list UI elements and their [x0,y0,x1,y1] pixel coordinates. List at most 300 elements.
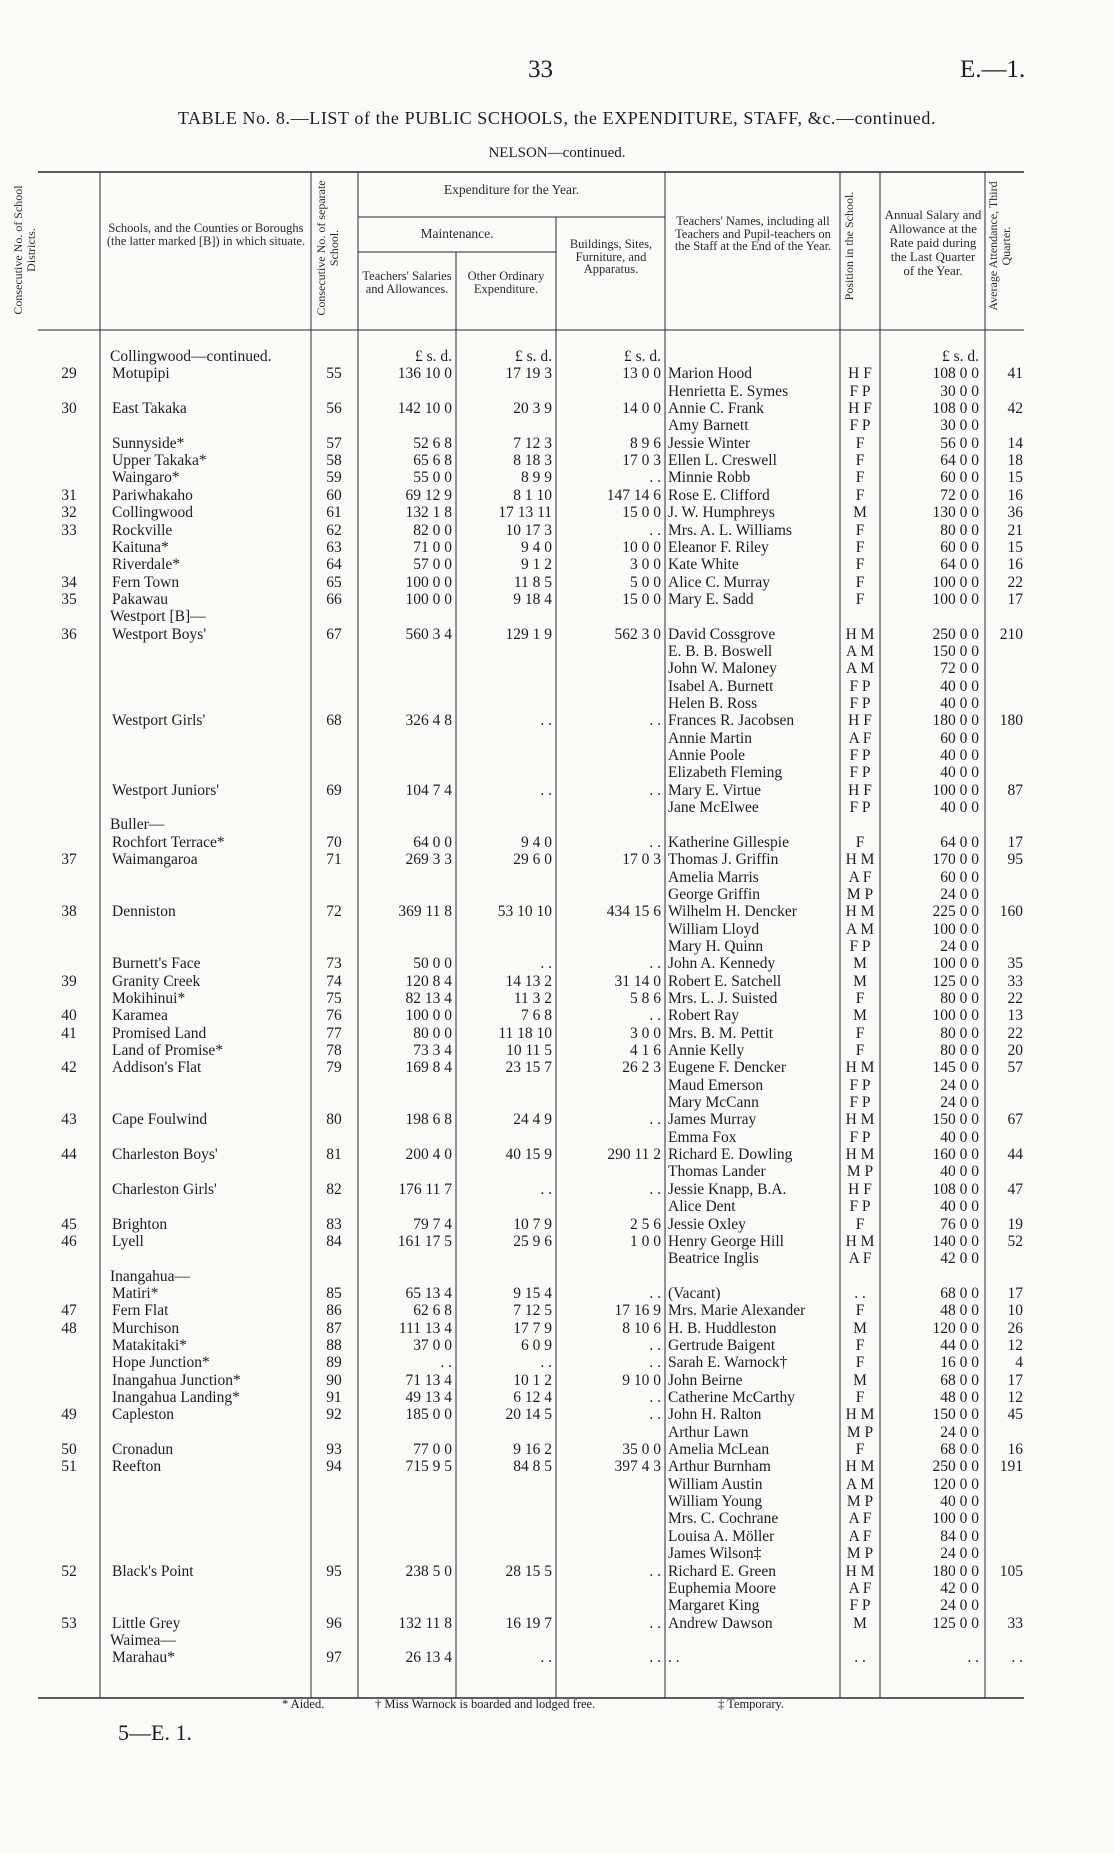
cell-position: A F [848,1250,872,1268]
cell-attendance: 14 [1007,434,1023,452]
cell-other-exp: 6 0 9 [521,1336,552,1354]
cell-other-exp: 25 9 6 [513,1232,552,1250]
cell-position: F P [849,677,871,695]
cell-attendance: 15 [1007,538,1023,556]
cell-teacher-name: Mrs. C. Cochrane [668,1510,779,1528]
cell-teacher-name: James Wilson‡ [668,1545,762,1563]
cell-other-exp: 11 8 5 [513,573,552,591]
cell-salaries: 77 0 0 [413,1441,452,1459]
cell-position: H F [848,365,872,383]
cell-salaries: 52 6 8 [413,434,452,452]
cell-salary: 120 0 0 [932,1319,979,1337]
cell-other-exp: 14 13 2 [505,972,552,990]
cell-district-no: 31 [61,486,77,504]
cell-attendance: 105 [999,1562,1023,1580]
cell-school-no: 89 [326,1354,342,1372]
cell-other-exp: 40 15 9 [505,1146,552,1164]
cell-attendance: 16 [1007,486,1023,504]
cell-salaries: 57 0 0 [413,556,452,574]
cell-salary: 100 0 0 [932,573,979,591]
cell-salary: 150 0 0 [932,1406,979,1424]
cell-attendance: . . [1011,1649,1023,1667]
cell-teacher-name: Ellen L. Creswell [668,452,777,470]
cell-teacher-name: Mary E. Sadd [668,590,754,608]
cell-salary: 16 0 0 [940,1354,979,1372]
cell-teacher-name: Frances R. Jacobsen [668,712,795,730]
cell-other-exp: 84 8 5 [513,1458,552,1476]
header-district-no: Consecutive No. of School Districts. [11,185,38,315]
cell-salaries: . . [440,1354,452,1372]
cell-position: . . [854,1649,866,1667]
cell-salary: 80 0 0 [940,989,979,1007]
cell-school-no: 61 [326,504,342,522]
cell-school-name: Inangahua Landing* [112,1389,240,1406]
cell-attendance: 42 [1007,400,1023,418]
cell-attendance: 13 [1007,1007,1023,1025]
cell-position: F [855,556,865,574]
cell-teacher-name: William Young [668,1493,763,1511]
cell-district-no: 53 [61,1614,77,1632]
cell-other-exp: . . [540,1180,552,1198]
cell-salary: 40 0 0 [940,1163,979,1181]
cell-school-no: 68 [326,712,342,730]
cell-buildings: . . [649,1111,661,1129]
cell-teacher-name: Elizabeth Fleming [668,764,783,782]
cell-salary: 120 0 0 [932,1475,979,1493]
cell-district-no: 39 [61,972,77,990]
cell-salaries: 62 6 8 [413,1302,452,1320]
cell-salary: 170 0 0 [932,851,979,869]
cell-teacher-name: Jessie Oxley [668,1215,746,1233]
cell-school-no: 91 [326,1389,342,1406]
cell-teacher-name: E. B. B. Boswell [668,642,773,660]
cell-attendance: 95 [1007,851,1023,869]
cell-buildings: . . [649,521,661,539]
cell-salary: 108 0 0 [932,400,979,418]
cell-position: F [855,1389,865,1406]
cell-salaries: 120 8 4 [405,972,452,990]
cell-teacher-name: Richard E. Green [668,1562,777,1580]
cell-buildings: 14 0 0 [622,400,661,418]
cell-teacher-name: Isabel A. Burnett [668,677,774,695]
cell-school-name: Riverdale* [112,556,181,574]
cell-salaries: 71 13 4 [405,1371,452,1389]
cell-district-no: 50 [61,1441,77,1459]
cell-teacher-name: . . [668,1649,680,1667]
header-salaries: Teachers' Salaries and Allowances. [362,269,452,296]
cell-other-exp: 53 10 10 [497,903,552,921]
cell-salary: 130 0 0 [932,504,979,522]
cell-position: F P [849,382,871,400]
cell-attendance: 45 [1007,1406,1023,1424]
cell-salary: 84 0 0 [940,1527,979,1545]
cell-teacher-name: Catherine McCarthy [668,1389,795,1406]
cell-attendance: 17 [1007,833,1023,851]
cell-salary: . . [967,1649,979,1667]
cell-salary: 60 0 0 [940,868,979,886]
cell-teacher-name: Annie C. Frank [668,400,765,418]
cell-attendance: 36 [1007,504,1023,522]
cell-position: F P [849,937,871,955]
cell-salaries: 65 13 4 [405,1284,452,1302]
cell-district-no: 34 [61,573,77,591]
cell-other-exp: 17 19 3 [505,365,552,383]
cell-position: M P [846,1163,874,1181]
cell-salary: 100 0 0 [932,1510,979,1528]
cell-teacher-name: Mary E. Virtue [668,781,762,799]
cell-salaries: 176 11 7 [398,1180,452,1198]
cell-buildings: 8 9 6 [630,434,661,452]
cell-salary: 48 0 0 [940,1389,979,1406]
cell-salary: 160 0 0 [932,1146,979,1164]
header-teachers: Teachers' Names, including all Teachers and Pupil-teachers on the Staff at the End of the Year. [674,214,832,253]
cell-teacher-name: Gertrude Baigent [668,1336,776,1354]
cell-school-name: Murchison [112,1319,180,1337]
cell-salaries: 73 3 4 [413,1042,452,1059]
cell-teacher-name: H. B. Huddleston [668,1319,777,1337]
cell-attendance: 17 [1007,1371,1023,1389]
cell-teacher-name: Helen B. Ross [668,695,758,712]
cell-school-name: Inangahua Junction* [112,1371,241,1389]
cell-buildings: 434 15 6 [606,903,661,921]
cell-other-exp: 6 12 4 [513,1389,552,1406]
cell-salaries: 26 13 4 [405,1649,452,1667]
cell-teacher-name: Rose E. Clifford [668,486,770,504]
cell-school-no: 90 [326,1371,342,1389]
cell-salaries: 82 0 0 [413,521,452,539]
cell-attendance: 67 [1007,1111,1023,1129]
cell-school-no: 79 [326,1059,342,1077]
cell-school-name: Westport Juniors' [112,781,220,799]
cell-salary: 24 0 0 [940,937,979,955]
cell-school-name: Matakitaki* [112,1336,187,1354]
cell-teacher-name: Annie Martin [668,729,752,747]
cell-other-exp: 8 18 3 [513,452,552,470]
cell-position: F [855,590,865,608]
cell-salaries: 50 0 0 [413,955,452,973]
cell-position: F [855,1441,865,1459]
cell-buildings: . . [649,1614,661,1632]
cell-position: A F [848,729,872,747]
cell-salary: 72 0 0 [940,486,979,504]
cell-district-no: 44 [61,1146,77,1164]
cell-school-name: Waimea— [110,1631,176,1649]
cell-school-name: Cronadun [112,1441,174,1459]
cell-teacher-name: Marion Hood [668,365,752,383]
cell-position: A F [848,1527,872,1545]
cell-school-no: 70 [326,833,342,851]
cell-other-exp: 17 13 11 [498,504,552,522]
cell-salary: £ s. d. [941,348,979,365]
cell-buildings: . . [649,1649,661,1667]
cell-school-name: Rochfort Terrace* [112,833,225,851]
cell-attendance: 57 [1007,1059,1023,1077]
cell-teacher-name: Kate White [668,556,739,574]
cell-position: F [855,989,865,1007]
cell-salary: 30 0 0 [940,382,979,400]
cell-salary: 44 0 0 [940,1336,979,1354]
cell-salary: 68 0 0 [940,1284,979,1302]
cell-school-name: Motupipi [112,365,170,383]
cell-position: F [855,434,865,452]
cell-teacher-name: Henrietta E. Symes [668,382,789,400]
cell-other-exp: . . [540,955,552,973]
cell-other-exp: . . [540,712,552,730]
cell-salaries: 715 9 5 [405,1458,452,1476]
cell-teacher-name: J. W. Humphreys [668,504,775,522]
cell-salaries: 185 0 0 [405,1406,452,1424]
cell-salary: 24 0 0 [940,1076,979,1094]
cell-salary: 60 0 0 [940,538,979,556]
cell-attendance: 19 [1007,1215,1023,1233]
cell-teacher-name: Mrs. B. M. Pettit [668,1024,774,1042]
cell-school-name: East Takaka [112,400,187,418]
cell-salary: 64 0 0 [940,452,979,470]
cell-buildings: 35 0 0 [622,1441,661,1459]
cell-position: F [855,469,865,487]
cell-position: A M [846,642,874,660]
cell-school-no: 71 [326,851,342,869]
cell-other-exp: 11 3 2 [513,989,552,1007]
cell-salaries: 65 6 8 [413,452,452,470]
cell-school-name: Capleston [112,1406,174,1424]
cell-position: H M [845,1562,875,1580]
cell-school-name: Westport Girls' [112,712,206,730]
cell-salaries: 238 5 0 [405,1562,452,1580]
cell-school-no: 56 [326,400,342,418]
cell-buildings: . . [649,712,661,730]
cell-position: F [855,1024,865,1042]
cell-salaries: 100 0 0 [405,1007,452,1025]
cell-attendance: 22 [1007,1024,1023,1042]
footnote-warnock: † Miss Warnock is boarded and lodged free. [375,1697,596,1711]
cell-district-no: 41 [61,1024,77,1042]
cell-position: A F [848,868,872,886]
cell-school-name: Granity Creek [112,972,201,990]
cell-other-exp: 9 4 0 [521,833,552,851]
cell-attendance: 160 [999,903,1023,921]
cell-position: H M [845,1146,875,1164]
cell-other-exp: 8 9 9 [521,469,552,487]
cell-salaries: 269 3 3 [405,851,452,869]
cell-salary: 100 0 0 [932,920,979,938]
cell-attendance: 33 [1007,1614,1023,1632]
cell-position: H M [845,851,875,869]
cell-salary: 100 0 0 [932,781,979,799]
cell-other-exp: . . [540,781,552,799]
cell-school-no: 59 [326,469,342,487]
cell-buildings: 290 11 2 [607,1146,661,1164]
cell-attendance: 18 [1007,452,1023,470]
cell-salaries: 79 7 4 [413,1215,452,1233]
cell-district-no: 49 [61,1406,77,1424]
cell-buildings: . . [649,469,661,487]
cell-position: F [855,486,865,504]
cell-district-no: 32 [61,504,77,522]
cell-attendance: 87 [1007,781,1023,799]
cell-teacher-name: James Murray [668,1111,757,1129]
cell-teacher-name: Amelia Marris [668,868,759,886]
cell-school-name: Sunnyside* [112,434,185,452]
cell-salaries: 55 0 0 [413,469,452,487]
cell-other-exp: 29 6 0 [513,851,552,869]
cell-position: F P [849,1128,871,1146]
cell-teacher-name: Annie Poole [668,747,746,765]
cell-attendance: 41 [1007,365,1023,383]
footnote-aided: * Aided. [282,1697,325,1711]
cell-position: H M [845,1232,875,1250]
cell-district-no: 48 [61,1319,77,1337]
cell-attendance: 210 [999,625,1023,643]
cell-school-no: 69 [326,781,342,799]
cell-position: F P [849,1597,871,1615]
cell-position: F P [849,1198,871,1216]
cell-school-no: 80 [326,1111,342,1129]
cell-teacher-name: Katherine Gillespie [668,833,789,851]
cell-school-no: 85 [326,1284,342,1302]
cell-school-name: Land of Promise* [112,1042,224,1059]
cell-school-no: 67 [326,625,342,643]
cell-district-no: 33 [61,521,77,539]
cell-school-name: Matiri* [112,1284,159,1302]
cell-salary: 180 0 0 [932,712,979,730]
cell-salary: 24 0 0 [940,1597,979,1615]
cell-salaries: 161 17 5 [397,1232,452,1250]
cell-attendance: 12 [1007,1389,1023,1406]
cell-position: M [853,1371,867,1389]
cell-attendance: 35 [1007,955,1023,973]
cell-buildings: 562 3 0 [614,625,661,643]
cell-salary: 24 0 0 [940,1545,979,1563]
cell-school-name: Little Grey [112,1614,181,1632]
cell-other-exp: 9 1 2 [521,556,552,574]
cell-position: H M [845,1059,875,1077]
cell-salary: 125 0 0 [932,972,979,990]
page-signature: 5—E. 1. [118,1720,192,1745]
cell-school-no: 58 [326,452,342,470]
cell-school-no: 60 [326,486,342,504]
cell-position: F P [849,1076,871,1094]
cell-position: M [853,972,867,990]
cell-position: F P [849,695,871,712]
cell-teacher-name: Margaret King [668,1597,760,1615]
cell-school-name: Mokihinui* [112,989,186,1007]
cell-school-name: Fern Flat [112,1302,169,1320]
cell-salary: 80 0 0 [940,1042,979,1059]
cell-other-exp: 23 15 7 [505,1059,552,1077]
page-number: 33 [528,56,553,83]
cell-school-name: Pariwhakaho [112,486,193,504]
cell-district-no: 38 [61,903,77,921]
cell-position: F [855,521,865,539]
cell-position: A F [848,1579,872,1597]
cell-district-no: 43 [61,1111,77,1129]
cell-school-name: Burnett's Face [112,955,201,973]
cell-salary: 100 0 0 [932,1007,979,1025]
cell-district-no: 29 [61,365,77,383]
cell-teacher-name: Eleanor F. Riley [668,538,769,556]
cell-school-no: 84 [326,1232,342,1250]
cell-other-exp: 10 7 9 [513,1215,552,1233]
cell-salary: 140 0 0 [932,1232,979,1250]
cell-school-no: 65 [326,573,342,591]
cell-salary: 250 0 0 [932,625,979,643]
cell-teacher-name: William Austin [668,1475,763,1493]
cell-other-exp: 24 4 9 [513,1111,552,1129]
cell-attendance: 180 [999,712,1023,730]
cell-district-no: 30 [61,400,77,418]
cell-salary: 40 0 0 [940,1493,979,1511]
cell-salary: 180 0 0 [932,1562,979,1580]
cell-salary: 42 0 0 [940,1579,979,1597]
cell-other-exp: 9 4 0 [521,538,552,556]
cell-position: A M [846,1475,874,1493]
cell-position: F [855,538,865,556]
cell-school-name: Reefton [112,1458,162,1476]
cell-buildings: 17 16 9 [614,1302,661,1320]
cell-attendance: 20 [1007,1042,1023,1059]
cell-position: H F [848,712,872,730]
cell-position: F [855,1354,865,1372]
cell-school-name: Collingwood [112,504,193,522]
cell-salary: 76 0 0 [940,1215,979,1233]
cell-salaries: 560 3 4 [405,625,452,643]
cell-teacher-name: David Cossgrove [668,625,776,643]
cell-salaries: 82 13 4 [405,989,452,1007]
cell-buildings: . . [649,1336,661,1354]
cell-buildings: 2 5 6 [630,1215,661,1233]
cell-position: M [853,1007,867,1025]
cell-school-no: 95 [326,1562,342,1580]
cell-teacher-name: Mrs. A. L. Williams [668,521,792,539]
cell-buildings: 31 14 0 [614,972,661,990]
cell-salary: 30 0 0 [940,417,979,435]
cell-salaries: 136 10 0 [397,365,452,383]
cell-position: M [853,1319,867,1337]
cell-buildings: 10 0 0 [622,538,661,556]
cell-salary: 40 0 0 [940,799,979,817]
cell-attendance: 16 [1007,556,1023,574]
cell-salary: 225 0 0 [932,903,979,921]
cell-other-exp: . . [540,1354,552,1372]
cell-teacher-name: Mrs. Marie Alexander [668,1302,806,1320]
cell-other-exp: 10 17 3 [505,521,552,539]
cell-other-exp: 7 6 8 [521,1007,552,1025]
cell-teacher-name: Jessie Knapp, B.A. [668,1180,787,1198]
cell-salaries: 100 0 0 [405,573,452,591]
cell-salary: 72 0 0 [940,660,979,678]
cell-position: F [855,1336,865,1354]
cell-teacher-name: Minnie Robb [668,469,751,487]
cell-school-no: 55 [326,365,342,383]
cell-position: F [855,452,865,470]
cell-salary: 56 0 0 [940,434,979,452]
cell-salaries: 104 7 4 [405,781,452,799]
cell-other-exp: 17 7 9 [513,1319,552,1337]
cell-attendance: 47 [1007,1180,1023,1198]
cell-school-no: 75 [326,989,342,1007]
cell-salaries: 369 11 8 [398,903,452,921]
cell-teacher-name: Euphemia Moore [668,1579,777,1597]
header-position: Position in the School. [842,191,856,301]
cell-salaries: 142 10 0 [397,400,452,418]
cell-district-no: 36 [61,625,77,643]
cell-buildings: £ s. d. [623,348,661,365]
cell-district-no: 37 [61,851,77,869]
header-maintenance: Maintenance. [420,226,494,241]
cell-salary: 108 0 0 [932,1180,979,1198]
cell-school-name: Fern Town [112,573,180,591]
